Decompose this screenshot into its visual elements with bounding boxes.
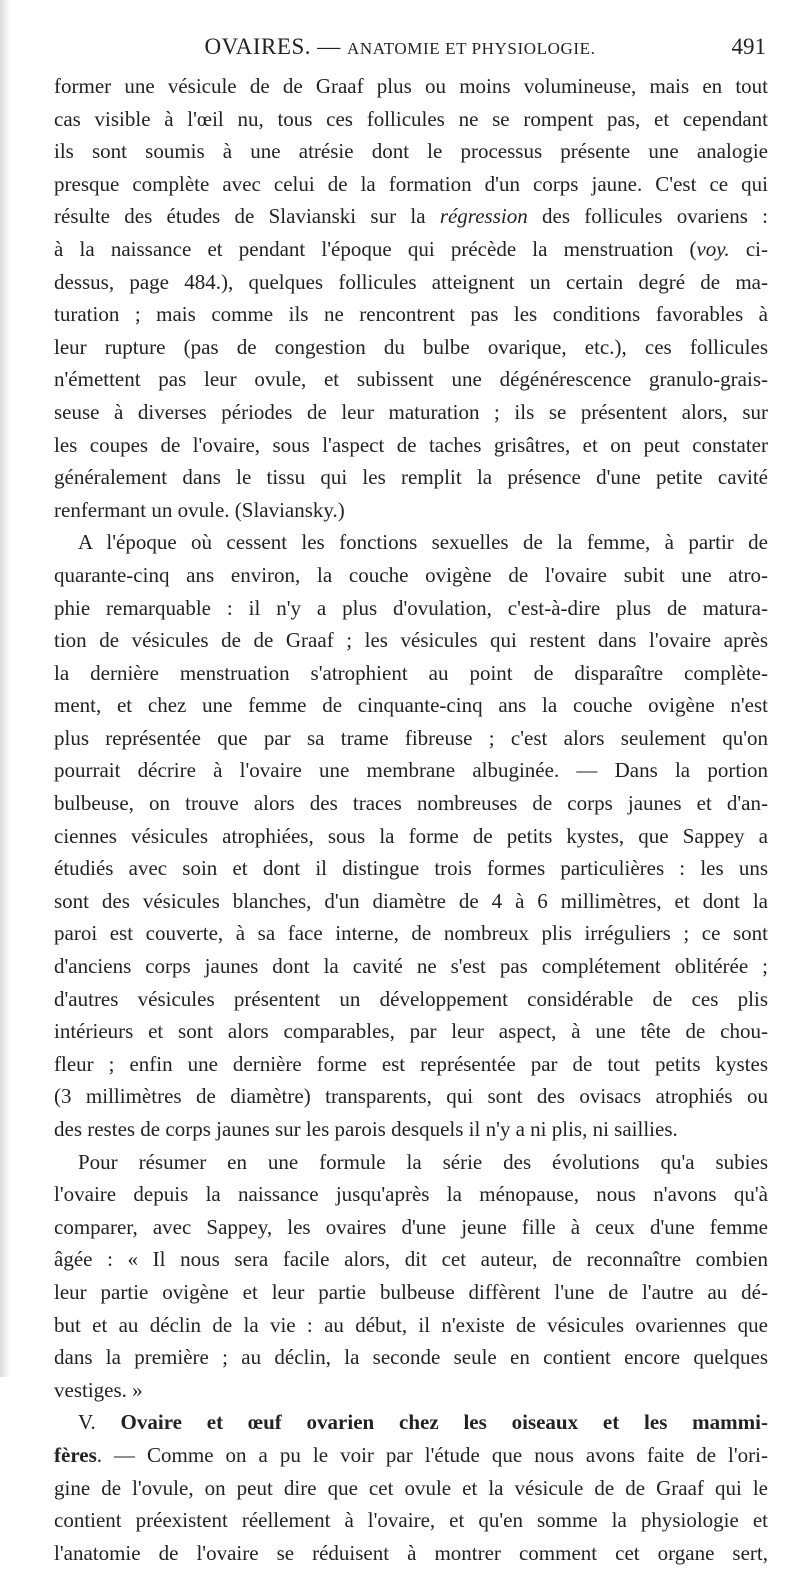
text-line: leur partie ovigène et leur partie bulbeuse diffèrent l'une de l'autre au dé- xyxy=(54,1279,768,1304)
text-line: fères. — Comme on a pu le voir par l'étude que nous avons faite de l'ori- xyxy=(54,1442,768,1467)
page-number: 491 xyxy=(731,34,766,59)
text-line: ils sont soumis à une atrésie dont le processus présente une analogie xyxy=(54,139,768,164)
running-title-main: OVAIRES. xyxy=(204,34,311,59)
running-title-sub: ANATOMIE ET PHYSIOLOGIE. xyxy=(347,39,596,58)
text-line: d'anciens corps jaunes dont la cavité ne s'est pas complétement oblitérée ; xyxy=(54,954,768,979)
text-line: ciennes vésicules atrophiées, sous la forme de petits kystes, que Sappey a xyxy=(54,823,768,848)
text-line: paroi est couverte, à sa face interne, de nombreux plis irréguliers ; ce sont xyxy=(54,921,768,946)
text-line: âgée : « Il nous sera facile alors, dit cet auteur, de reconnaître combien xyxy=(54,1247,768,1272)
text-line: intérieurs et sont alors comparables, par leur aspect, à une tête de chou- xyxy=(54,1019,768,1044)
text-line: former une vésicule de de Graaf plus ou moins volumineuse, mais en tout xyxy=(54,74,768,98)
text-line: leur rupture (pas de congestion du bulbe ovarique, etc.), ces follicules xyxy=(54,334,768,359)
italic-term: voy. xyxy=(696,236,730,261)
text-line: quarante-cinq ans environ, la couche ovigène de l'ovaire subit une atro- xyxy=(54,562,768,587)
running-head xyxy=(30,34,770,64)
text-line: gine de l'ovule, on peut dire que cet ovule et la vésicule de de Graaf qui le xyxy=(54,1475,768,1500)
text-line: des restes de corps jaunes sur les parois desquels il n'y a ni plis, ni saillies. xyxy=(54,1117,678,1141)
text-line: renfermant un ovule. (Slaviansky.) xyxy=(54,497,345,522)
italic-term: régression xyxy=(439,204,528,229)
text-line: l'anatomie de l'ovaire se réduisent à montrer comment cet organe sert, xyxy=(54,1540,768,1565)
text-line: résulte des études de Slavianski sur la régression des follicules ovariens : xyxy=(54,204,768,229)
text-line: l'ovaire depuis la naissance jusqu'après la ménopause, nous n'avons qu'à xyxy=(54,1182,768,1207)
text-line: (3 millimètres de diamètre) transparents, qui sont des ovisacs atrophiés ou xyxy=(54,1084,768,1109)
text-line: cas visible à l'œil nu, tous ces follicules ne se rompent pas, et cependant xyxy=(54,106,768,131)
text-line: tion de vésicules de de Graaf ; les vésicules qui restent dans l'ovaire après xyxy=(54,628,768,653)
text-line: à la naissance et pendant l'époque qui précède la menstruation (voy. ci- xyxy=(54,236,768,261)
text-line: Pour résumer en une formule la série des évolutions qu'a subies xyxy=(78,1149,768,1174)
section-heading-line: V. Ovaire et œuf ovarien chez les oiseaux et les mammi- xyxy=(78,1410,768,1435)
text-line: étudiés avec soin et dont il distingue trois formes particulières : les uns xyxy=(54,856,768,881)
text-line: d'autres vésicules présentent un développement considérable de ces plis xyxy=(54,986,768,1011)
text-line: A l'époque où cessent les fonctions sexuelles de la femme, à partir de xyxy=(78,530,768,555)
text-line: but et au déclin de la vie : au début, il n'existe de vésicules ovariennes que xyxy=(54,1312,768,1337)
text-line: sont des vésicules blanches, d'un diamètre de 4 à 6 millimètres, et dont la xyxy=(54,888,768,913)
text-line: la dernière menstruation s'atrophient au point de disparaître complète- xyxy=(54,660,768,685)
text-line: n'émettent pas leur ovule, et subissent une dégénérescence granulo-grais- xyxy=(54,367,768,392)
text-line: contient préexistent réellement à l'ovaire, et qu'en somme la physiologie et xyxy=(54,1508,768,1533)
text-line: généralement dans le tissu qui les remplit la présence d'une petite cavité xyxy=(54,465,768,490)
text-line: pourrait décrire à l'ovaire une membrane albuginée. — Dans la portion xyxy=(54,758,768,783)
text-line: turation ; mais comme ils ne rencontrent pas les conditions favorables à xyxy=(54,302,768,327)
body-text xyxy=(54,70,768,1569)
page-binding-edge xyxy=(0,0,10,1377)
text-line: bulbeuse, on trouve alors des traces nombreuses de corps jaunes et d'an- xyxy=(54,791,768,816)
section-heading: Ovaire et œuf ovarien chez les oiseaux et les mammi- xyxy=(120,1410,768,1435)
text-line: plus représentée que par sa trame fibreuse ; c'est alors seulement qu'on xyxy=(54,725,768,750)
text-line: fleur ; enfin une dernière forme est représentée par de tout petits kystes xyxy=(54,1051,768,1076)
running-title-separator: — xyxy=(311,34,347,59)
text-line: phie remarquable : il n'y a plus d'ovulation, c'est-à-dire plus de matura- xyxy=(54,595,768,620)
text-line: comparer, avec Sappey, les ovaires d'une jeune fille à ceux d'une femme xyxy=(54,1214,768,1239)
text-line: dessus, page 484.), quelques follicules atteignent un certain degré de ma- xyxy=(54,269,768,294)
text-line: dans la première ; au déclin, la seconde seule en contient encore quelques xyxy=(54,1345,768,1370)
text-line: ment, et chez une femme de cinquante-cinq ans la couche ovigène n'est xyxy=(54,693,768,718)
text-line: presque complète avec celui de la formation d'un corps jaune. C'est ce qui xyxy=(54,171,768,196)
section-heading-end: fères xyxy=(54,1442,97,1467)
text-line: seuse à diverses périodes de leur maturation ; ils se présentent alors, sur xyxy=(54,399,768,424)
text-line: vestiges. » xyxy=(54,1377,143,1402)
text-line: les coupes de l'ovaire, sous l'aspect de taches grisâtres, et on peut constater xyxy=(54,432,768,457)
running-title xyxy=(30,34,770,60)
